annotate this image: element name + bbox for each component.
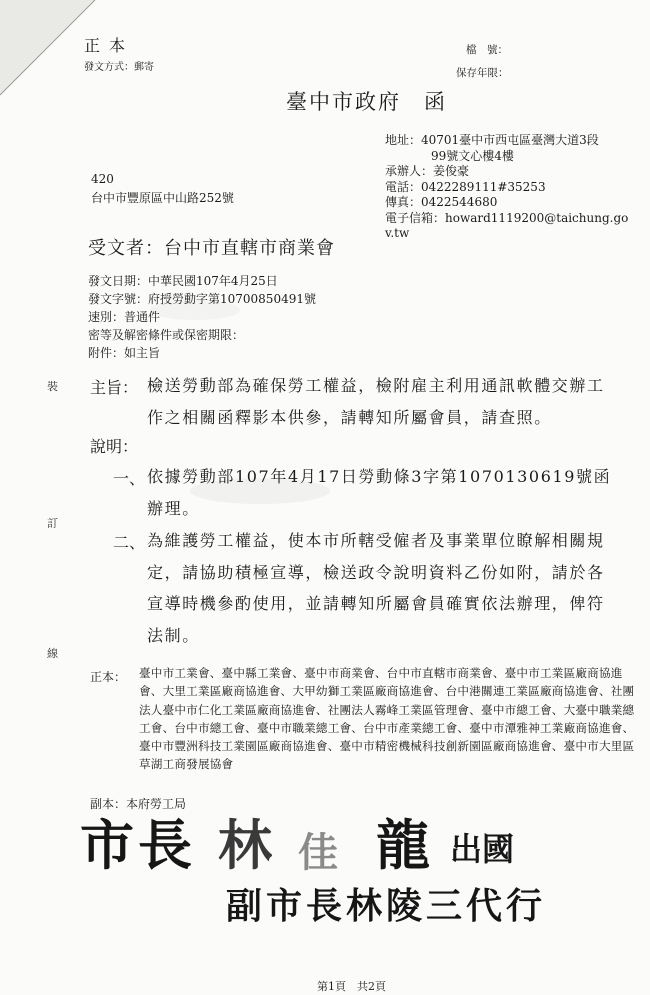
- page-number: 第1頁 共2頁: [317, 980, 386, 993]
- signature-char: 林: [218, 813, 270, 877]
- phone: 電話：0422289111#35253: [385, 179, 546, 194]
- subject-label: 主旨：: [90, 378, 139, 397]
- send-method: 發文方式：郵寄: [84, 62, 154, 73]
- email: 電子信箱：howard1119200@taichung.go: [385, 210, 629, 225]
- original-recipients-label: 正本：: [90, 670, 127, 684]
- file-number-label: 檔 號：: [466, 44, 508, 56]
- receiver: 受文者：台中市直轄市商業會: [88, 238, 335, 259]
- sender-address: 地址：40701臺中市西屯區臺灣大道3段: [385, 133, 599, 147]
- original-recipients-list: 臺中市工業會、臺中縣工業會、臺中市商業會、台中市直轄市商業會、臺中市工業區廠商協進會、大里工業區廠商協進會、大甲幼獅工業區廠商協進會、台中港關連工業區廠商協進會、社團法人臺中市仁化工業區廠商協進會、社團法人霧峰工業區管理會、臺中市總工會、大臺中職業總工會、台中市總工會、臺中市職業總工會、台中市產業總工會、臺中市潭雅神工業廠商協進會、臺中市豐洲科技工業園區廠商協進會、臺中市精密機械科技創新園區廠商協進會、臺中市大里區草湖工商發展協會: [139, 666, 635, 772]
- sender-address-cont: 99號文心樓4樓: [431, 148, 514, 163]
- secrecy: 密等及解密條件或保密期限：: [88, 328, 245, 342]
- recipient-postcode: 420: [91, 172, 114, 186]
- speed: 速別：普通件: [88, 310, 161, 324]
- subject-text: 檢送勞動部為確保勞工權益，檢附雇主利用通訊軟體交辦工作之相關函釋影本供參，請轉知所屬會員，請查照。: [147, 376, 605, 427]
- attachment: 附件：如主旨: [88, 346, 161, 360]
- sender-contact-block: [385, 133, 628, 242]
- item-1-number: 一、: [113, 469, 146, 488]
- item-2-text: 為維護勞工權益，使本市所轄受僱者及事業單位瞭解相關規定，請協助積極宣導，檢送政令說明資料乙份如附，請於各宣導時機參酌使用，並請轉知所屬會員確實依法辦理，俾符法制。: [147, 531, 605, 645]
- fax: 傳真：0422544680: [385, 195, 498, 209]
- copy-type-label: 正本: [84, 36, 135, 55]
- email-cont: v.tw: [385, 226, 410, 240]
- issue-date: 發文日期：中華民國107年4月25日: [88, 274, 278, 288]
- deputy-mayor-acting: 副市長林陵三代行: [226, 885, 547, 927]
- item-1-text: 依據勞動部107年4月17日勞動條3字第1070130619號函辦理。: [147, 467, 612, 518]
- contact-person: 承辦人：姜俊豪: [385, 164, 470, 178]
- margin-mark-ding: 訂: [47, 517, 58, 530]
- retention-label: 保存年限：: [456, 67, 509, 79]
- signature-char: 佳: [298, 829, 336, 876]
- abroad-note: 出國: [450, 830, 515, 868]
- recipient-address: 台中市豐原區中山路252號: [91, 191, 234, 205]
- document-number: 發文字號：府授勞動字第10700850491號: [88, 292, 316, 306]
- seal-char: 龍: [376, 813, 428, 877]
- copy-recipients: 副本：本府勞工局: [90, 797, 187, 811]
- margin-mark-xian: 線: [47, 647, 58, 660]
- explanation-label: 說明：: [90, 437, 139, 456]
- item-2-number: 二、: [113, 533, 146, 552]
- document-title: 臺中市政府 函: [286, 90, 447, 114]
- margin-mark-zhuang: 裝: [47, 380, 58, 393]
- signature-char: 長: [138, 813, 190, 877]
- signature-char: 市: [80, 813, 132, 877]
